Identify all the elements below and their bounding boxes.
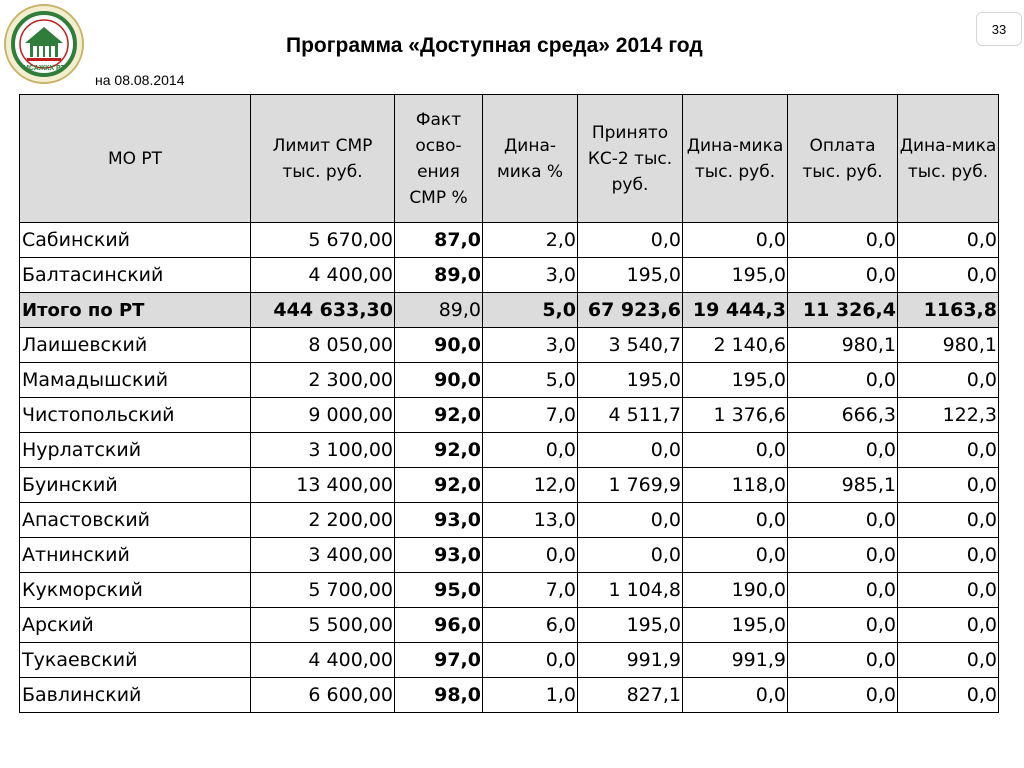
table-cell: 3 100,00 <box>251 433 395 468</box>
district-name-cell: Сабинский <box>20 223 251 258</box>
table-cell: 0,0 <box>898 223 999 258</box>
table-cell: 13,0 <box>483 503 578 538</box>
table-cell: 93,0 <box>395 503 483 538</box>
district-name-cell: Балтасинский <box>20 258 251 293</box>
column-header: Лимит СМР тыс. руб. <box>251 95 395 223</box>
table-cell: 3,0 <box>483 258 578 293</box>
district-name-cell: Апастовский <box>20 503 251 538</box>
table-cell: 122,3 <box>898 398 999 433</box>
table-cell: 0,0 <box>898 643 999 678</box>
table-cell: 92,0 <box>395 468 483 503</box>
column-header: Дина-мика тыс. руб. <box>898 95 999 223</box>
table-cell: 0,0 <box>788 503 898 538</box>
district-name-cell: Чистопольский <box>20 398 251 433</box>
table-header-row <box>20 95 999 223</box>
table-cell: 444 633,30 <box>251 293 395 328</box>
table-cell: 0,0 <box>898 608 999 643</box>
table-cell: 1 769,9 <box>578 468 683 503</box>
table-cell: 98,0 <box>395 678 483 713</box>
table-cell: 0,0 <box>788 258 898 293</box>
table-cell: 0,0 <box>788 608 898 643</box>
table-cell: 0,0 <box>788 363 898 398</box>
table-cell: 5,0 <box>483 293 578 328</box>
table-cell: 89,0 <box>395 293 483 328</box>
table-cell: 195,0 <box>578 258 683 293</box>
table-cell: 1 104,8 <box>578 573 683 608</box>
table-row <box>20 223 999 258</box>
table-cell: 195,0 <box>683 258 788 293</box>
district-name-cell: Мамадышский <box>20 363 251 398</box>
table-cell: 5,0 <box>483 363 578 398</box>
table-cell: 13 400,00 <box>251 468 395 503</box>
table-cell: 0,0 <box>788 223 898 258</box>
table-cell: 97,0 <box>395 643 483 678</box>
table-cell: 195,0 <box>683 363 788 398</box>
table-cell: 195,0 <box>683 608 788 643</box>
district-name-cell: Тукаевский <box>20 643 251 678</box>
table-cell: 7,0 <box>483 398 578 433</box>
table-cell: 19 444,3 <box>683 293 788 328</box>
table-row <box>20 503 999 538</box>
table-cell: 0,0 <box>898 468 999 503</box>
table-cell: 991,9 <box>683 643 788 678</box>
report-date: на 08.08.2014 <box>95 72 185 88</box>
table-cell: 4 400,00 <box>251 258 395 293</box>
table-cell: 0,0 <box>898 258 999 293</box>
column-header: Дина-мика % <box>483 95 578 223</box>
district-name-cell: Арский <box>20 608 251 643</box>
table-cell: 67 923,6 <box>578 293 683 328</box>
table-cell: 92,0 <box>395 433 483 468</box>
page-title: Программа «Доступная среда» 2014 год <box>286 34 703 57</box>
district-name-cell: Лаишевский <box>20 328 251 363</box>
column-header: Оплата тыс. руб. <box>788 95 898 223</box>
table-row <box>20 398 999 433</box>
district-name-cell: Кукморский <box>20 573 251 608</box>
district-name-cell: Атнинский <box>20 538 251 573</box>
table-cell: 8 050,00 <box>251 328 395 363</box>
logo <box>3 3 85 85</box>
table-cell: 96,0 <box>395 608 483 643</box>
house-emblem-icon <box>3 3 85 85</box>
table-cell: 0,0 <box>898 503 999 538</box>
table-cell: 92,0 <box>395 398 483 433</box>
table-cell: 0,0 <box>788 573 898 608</box>
table-cell: 980,1 <box>898 328 999 363</box>
table-cell: 0,0 <box>898 538 999 573</box>
table-cell: 89,0 <box>395 258 483 293</box>
table-row <box>20 363 999 398</box>
table-cell: 87,0 <box>395 223 483 258</box>
table-cell: 90,0 <box>395 363 483 398</box>
table-total-row <box>20 293 999 328</box>
table-body <box>20 223 999 713</box>
table-row <box>20 608 999 643</box>
table-cell: 0,0 <box>788 538 898 573</box>
logo-text: МСАЖКХ РТ <box>23 65 65 72</box>
table-cell: 5 670,00 <box>251 223 395 258</box>
table-row <box>20 678 999 713</box>
table-cell: 0,0 <box>898 573 999 608</box>
slide-number: 33 <box>976 12 1022 46</box>
data-table <box>19 94 999 713</box>
table-cell: 0,0 <box>788 678 898 713</box>
table-cell: 0,0 <box>483 433 578 468</box>
table-row <box>20 468 999 503</box>
table-cell: 0,0 <box>683 503 788 538</box>
district-name-cell: Бавлинский <box>20 678 251 713</box>
table-cell: 0,0 <box>788 433 898 468</box>
table-cell: 980,1 <box>788 328 898 363</box>
table-row <box>20 643 999 678</box>
table-cell: 0,0 <box>898 363 999 398</box>
district-name-cell: Нурлатский <box>20 433 251 468</box>
table-cell: 11 326,4 <box>788 293 898 328</box>
table-cell: 2 300,00 <box>251 363 395 398</box>
table-cell: 2,0 <box>483 223 578 258</box>
table-cell: 1163,8 <box>898 293 999 328</box>
table-cell: 666,3 <box>788 398 898 433</box>
table-cell: 991,9 <box>578 643 683 678</box>
table-row <box>20 573 999 608</box>
column-header: Факт осво-ения СМР % <box>395 95 483 223</box>
table-cell: 3,0 <box>483 328 578 363</box>
table-cell: 985,1 <box>788 468 898 503</box>
district-name-cell: Буинский <box>20 468 251 503</box>
table-cell: 118,0 <box>683 468 788 503</box>
table-cell: 0,0 <box>683 538 788 573</box>
table-cell: 7,0 <box>483 573 578 608</box>
table-cell: 0,0 <box>483 538 578 573</box>
table-cell: 2 140,6 <box>683 328 788 363</box>
table-cell: 0,0 <box>683 223 788 258</box>
table-cell: 12,0 <box>483 468 578 503</box>
table-cell: 0,0 <box>578 433 683 468</box>
table-cell: 0,0 <box>578 223 683 258</box>
table-cell: 0,0 <box>898 678 999 713</box>
table-cell: 6 600,00 <box>251 678 395 713</box>
table-cell: 0,0 <box>578 503 683 538</box>
table-cell: 5 500,00 <box>251 608 395 643</box>
table-row <box>20 258 999 293</box>
table-cell: 9 000,00 <box>251 398 395 433</box>
table-cell: 0,0 <box>578 538 683 573</box>
table-cell: 6,0 <box>483 608 578 643</box>
table-cell: 0,0 <box>683 678 788 713</box>
table-row <box>20 328 999 363</box>
table-cell: 827,1 <box>578 678 683 713</box>
table-cell: 195,0 <box>578 363 683 398</box>
table-cell: 4 400,00 <box>251 643 395 678</box>
table-cell: 4 511,7 <box>578 398 683 433</box>
table-cell: 190,0 <box>683 573 788 608</box>
column-header: Принято КС-2 тыс. руб. <box>578 95 683 223</box>
table-cell: 2 200,00 <box>251 503 395 538</box>
table-cell: 195,0 <box>578 608 683 643</box>
table-cell: 3 540,7 <box>578 328 683 363</box>
table-cell: 0,0 <box>898 433 999 468</box>
table-row <box>20 538 999 573</box>
table-cell: 95,0 <box>395 573 483 608</box>
table-row <box>20 433 999 468</box>
table-cell: 0,0 <box>683 433 788 468</box>
table-cell: 1 376,6 <box>683 398 788 433</box>
table-cell: 90,0 <box>395 328 483 363</box>
district-name-cell: Итого по РТ <box>20 293 251 328</box>
table-cell: 1,0 <box>483 678 578 713</box>
table-cell: 3 400,00 <box>251 538 395 573</box>
column-header: Дина-мика тыс. руб. <box>683 95 788 223</box>
table-cell: 0,0 <box>483 643 578 678</box>
table-cell: 93,0 <box>395 538 483 573</box>
table-cell: 5 700,00 <box>251 573 395 608</box>
table-cell: 0,0 <box>788 643 898 678</box>
column-header: МО РТ <box>20 95 251 223</box>
